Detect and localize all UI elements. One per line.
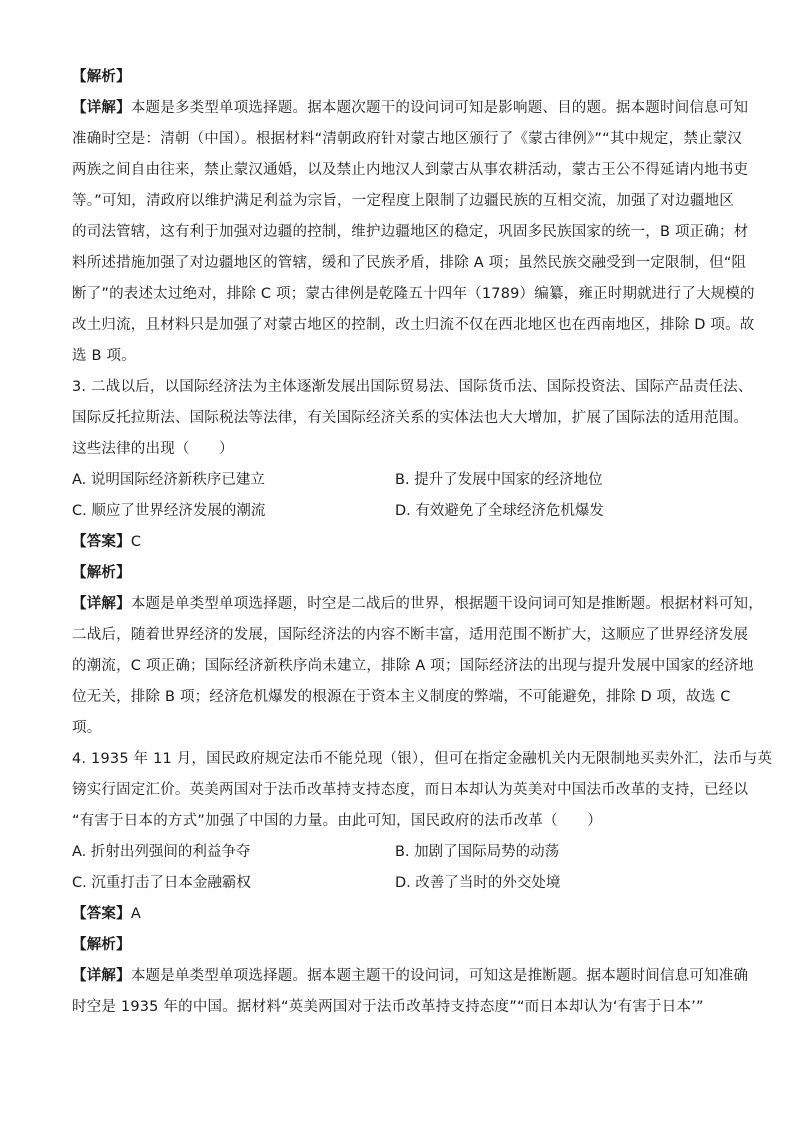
answer-line: 【答案】C [72, 534, 142, 550]
detail-paragraph-line: 位无关，排除 B 项；经济危机爆发的根源在于资本主义制度的弊端，不可能避免，排除 D 项，故选 C [72, 689, 731, 705]
detail-paragraph-line: 准确时空是：清朝（中国）。根据材料“清朝政府针对蒙古地区颁行了《蒙古律例》”“其中规定，禁止蒙汉 [72, 131, 743, 147]
detail-paragraph-line: 【详解】本题是多类型单项选择题。据本题次题干的设问词可知是影响题、目的题。据本题时间信息可知 [72, 100, 749, 116]
option-c: C. 沉重打击了日本金融霸权 [72, 875, 251, 891]
detail-paragraph-line: 【详解】本题是单类型单项选择题。据本题主题干的设问词，可知这是推断题。据本题时间信息可知准确 [72, 968, 749, 984]
detail-paragraph-line: 时空是 1935 年的中国。据材料“英美两国对于法币改革持支持态度”“而日本却认为‘有害于日本’” [72, 999, 704, 1015]
option-row [72, 868, 724, 899]
detail-paragraph-line: 料所述措施加强了对边疆地区的管辖，缓和了民族矛盾，排除 A 项；虽然民族交融受到一定限制，但“阻 [72, 255, 747, 271]
question-stem-line: 4. 1935 年 11 月，国民政府规定法币不能兑现（银），但可在指定金融机关内无限制地买卖外汇，法币与英 [72, 751, 773, 767]
option-c: C. 顺应了世界经济发展的潮流 [72, 503, 266, 519]
detail-paragraph-line: 选 B 项。 [72, 348, 136, 364]
question-stem-line: 这些法律的出现（ ） [72, 441, 234, 457]
answer-line: 【答案】A [72, 906, 141, 922]
analysis-label: 【解析】 [72, 565, 131, 581]
option-row [72, 837, 724, 868]
option-b: B. 加剧了国际局势的动荡 [395, 844, 560, 860]
option-d: D. 有效避免了全球经济危机爆发 [395, 503, 604, 519]
detail-paragraph-line: 【详解】本题是单类型单项选择题，时空是二战后的世界，根据题干设问词可知是推断题。根据材料可知， [72, 596, 763, 612]
question-stem-line: “有害于日本的方式”加强了中国的力量。由此可知，国民政府的法币改革（ ） [72, 813, 602, 829]
option-b: B. 提升了发展中国家的经济地位 [395, 472, 603, 488]
question-stem-line: 3. 二战以后，以国际经济法为主体逐渐发展出国际贸易法、国际货币法、国际投资法、国际产品责任法、 [72, 379, 753, 395]
option-row [72, 465, 724, 496]
detail-paragraph-line: 等。”可知，清政府以维护满足利益为宗旨，一定程度上限制了边疆民族的互相交流，加强了对边疆地区 [72, 193, 734, 209]
detail-paragraph-line: 改土归流，且材料只是加强了对蒙古地区的控制，改土归流不仅在西北地区也在西南地区，排除 D 项。故 [72, 317, 755, 333]
detail-paragraph-line: 断了”的表述太过绝对，排除 C 项；蒙古律例是乾隆五十四年（1789）编纂，雍正时期就进行了大规模的 [72, 286, 755, 302]
option-a: A. 说明国际经济新秩序已建立 [72, 472, 265, 488]
answer-value: C [130, 534, 142, 550]
answer-value: A [130, 906, 141, 922]
detail-paragraph-line: 两族之间自由往来，禁止蒙汉通婚，以及禁止内地汉人到蒙古从事农耕活动，蒙古王公不得延请内地书吏 [72, 162, 749, 178]
detail-paragraph-line: 二战后，随着世界经济的发展，国际经济法的内容不断丰富，适用范围不断扩大，这顺应了世界经济发展 [72, 627, 749, 643]
detail-paragraph-line: 项。 [72, 720, 102, 736]
option-d: D. 改善了当时的外交处境 [395, 875, 561, 891]
question-stem-line: 国际反托拉斯法、国际税法等法律，有关国际经济关系的实体法也大大增加，扩展了国际法的适用范围。 [72, 410, 749, 426]
question-stem-line: 镑实行固定汇价。英美两国对于法币改革持支持态度，而日本却认为英美对中国法币改革的支持，已经以 [72, 782, 749, 798]
detail-paragraph-line: 的司法管辖，这有利于加强对边疆的控制，维护边疆地区的稳定，巩固多民族国家的统一，B 项正确；材 [72, 224, 749, 240]
option-a: A. 折射出列强间的利益争夺 [72, 844, 251, 860]
analysis-label: 【解析】 [72, 937, 131, 953]
document-page [72, 62, 773, 1023]
detail-paragraph-line: 的潮流，C 项正确；国际经济新秩序尚未建立，排除 A 项；国际经济法的出现与提升发展中国家的经济地 [72, 658, 754, 674]
analysis-label: 【解析】 [72, 69, 131, 85]
option-row [72, 496, 724, 527]
